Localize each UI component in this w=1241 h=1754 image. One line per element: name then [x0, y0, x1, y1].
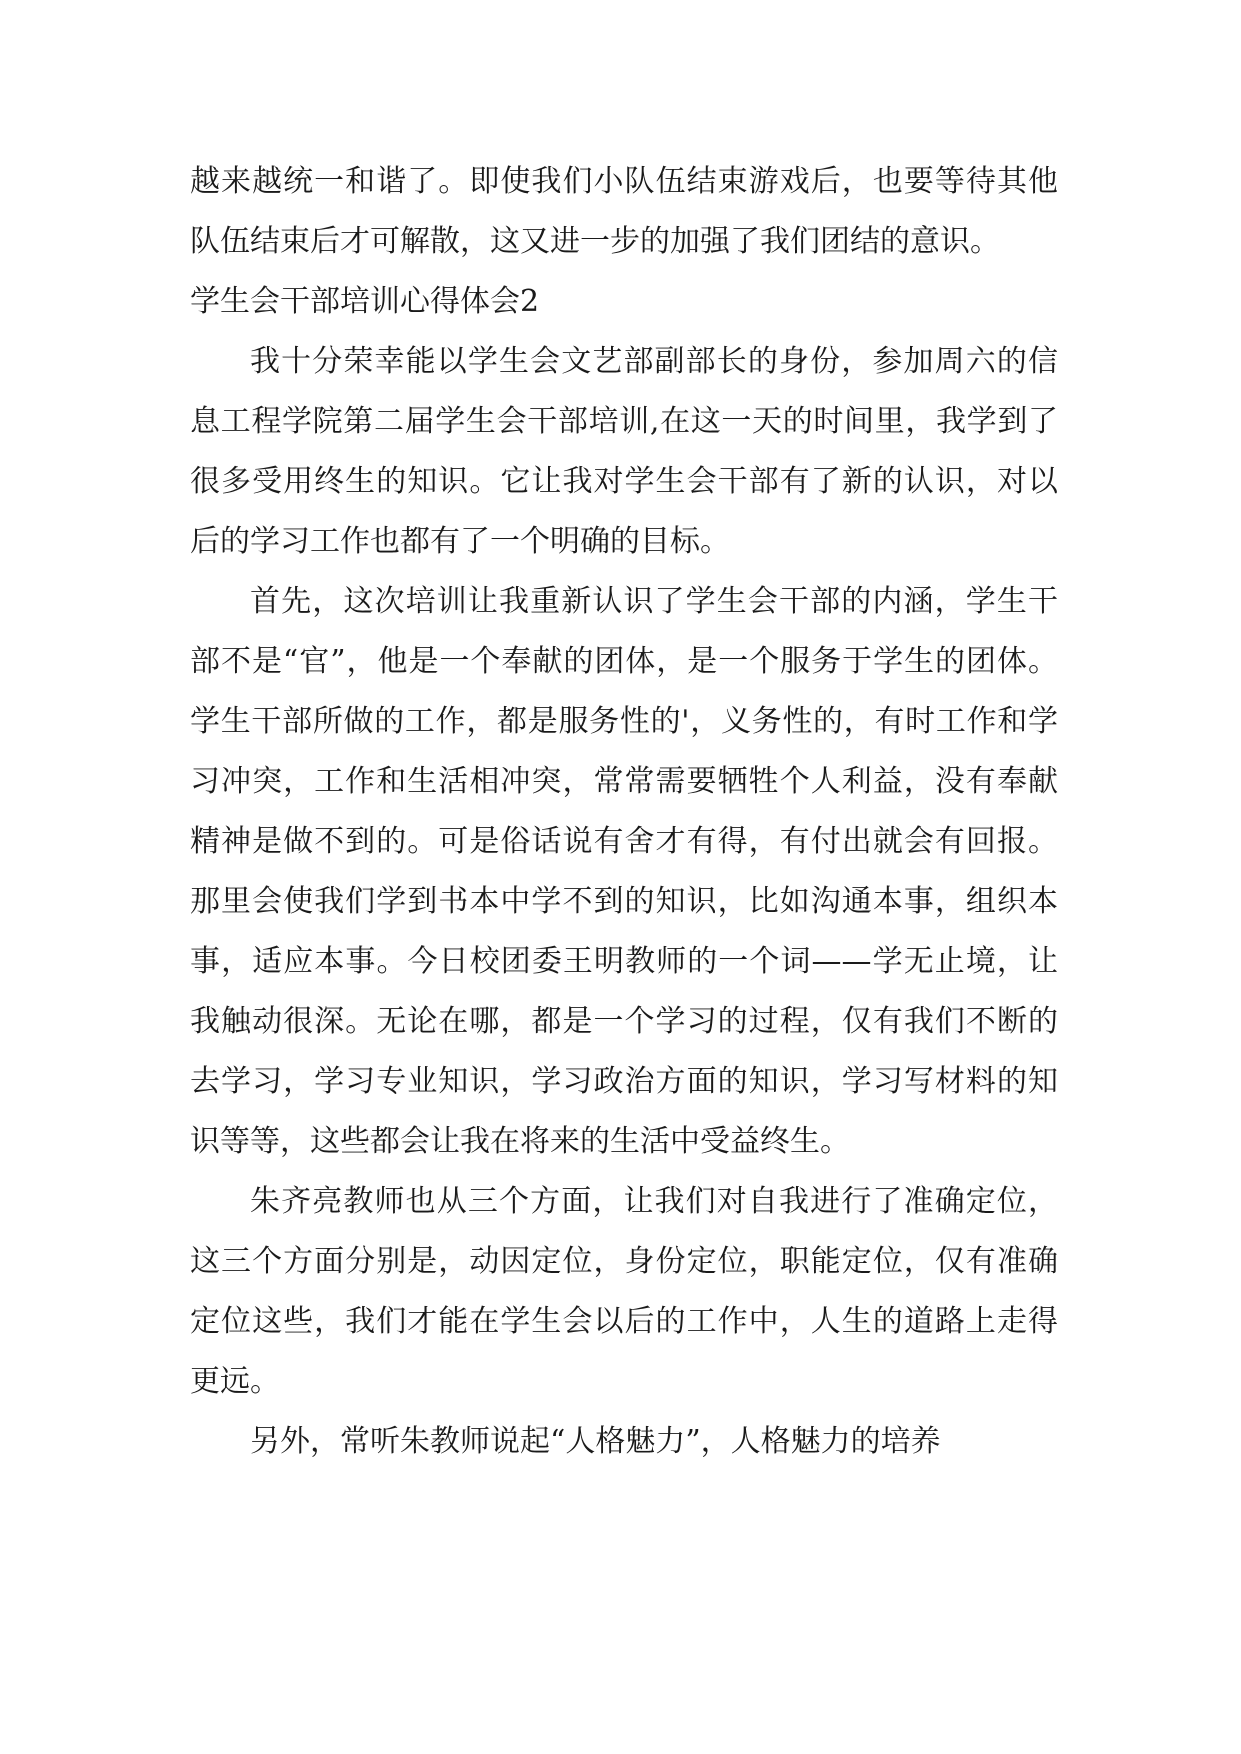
- paragraph-first-point: 首先，这次培训让我重新认识了学生会干部的内涵，学生干部不是“官”，他是一个奉献的团体，是一个服务于学生的团体。学生干部所做的工作，都是服务性的'，义务性的，有时工作和学习冲突，工作和生活相冲突，常常需要牺牲个人利益，没有奉献精神是做不到的。可是俗话说有舍才有得，有付出就会有回报。那里会使我们学到书本中学不到的知识，比如沟通本事，组织本事，适应本事。今日校团委王明教师的一个词——学无止境，让我触动很深。无论在哪，都是一个学习的过程，仅有我们不断的去学习，学习专业知识，学习政治方面的知识，学习写材料的知识等等，这些都会让我在将来的生活中受益终生。: [190, 584, 1058, 1159]
- paragraph-intro: 我十分荣幸能以学生会文艺部副部长的身份，参加周六的信息工程学院第二届学生会干部培训,在这一天的时间里，我学到了很多受用终生的知识。它让我对学生会干部有了新的认识，对以后的学习工作也都有了一个明确的目标。: [190, 344, 1058, 559]
- section-heading: 学生会干部培训心得体会2: [190, 284, 540, 319]
- paragraph-positioning: 朱齐亮教师也从三个方面，让我们对自我进行了准确定位，这三个方面分别是，动因定位，身份定位，职能定位，仅有准确定位这些，我们才能在学生会以后的工作中，人生的道路上走得更远。: [190, 1184, 1058, 1399]
- paragraph-personality: 另外，常听朱教师说起“人格魅力”，人格魅力的培养: [250, 1424, 941, 1459]
- paragraph-continuation: 越来越统一和谐了。即使我们小队伍结束游戏后，也要等待其他队伍结束后才可解散，这又进一步的加强了我们团结的意识。: [190, 164, 1058, 259]
- document-body: [190, 152, 1058, 1472]
